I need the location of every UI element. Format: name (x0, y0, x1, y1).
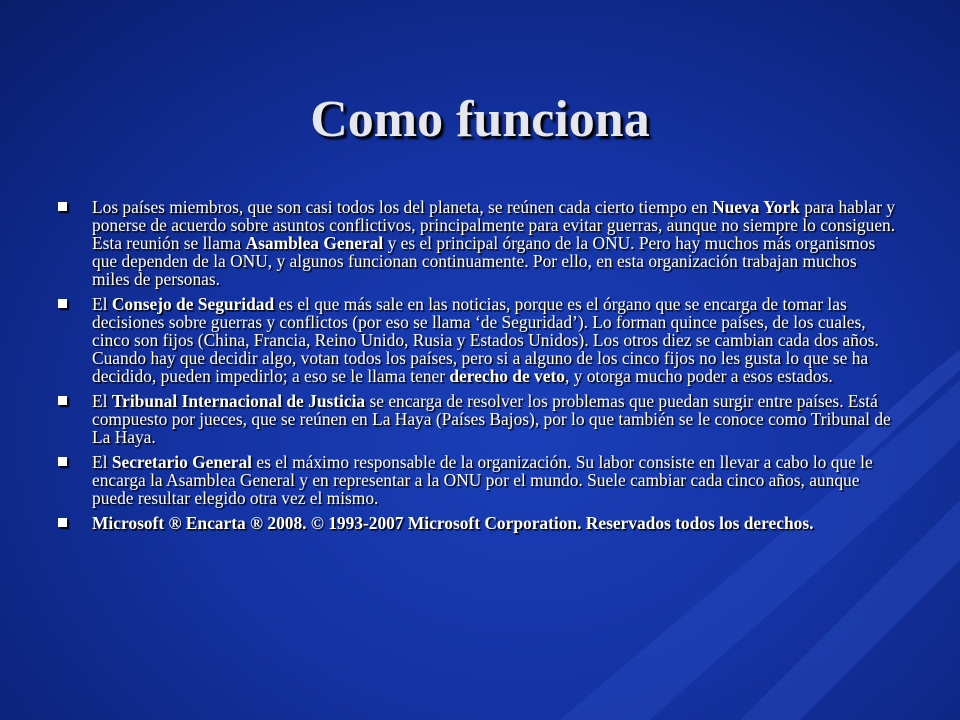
square-bullet-icon (58, 299, 67, 308)
bullet-bold-text: Tribunal Internacional de Justicia (111, 391, 366, 411)
bullet-bold-text: Asamblea General (245, 233, 384, 253)
bullet-text: es el máximo responsable de la organización. Su labor consiste en llevar a cabo lo que le encarga la Asamblea General y en representar a la ONU por el mundo. Suele cambiar cada cinco años, aunque puede resultar elegido otra vez el mismo. (92, 452, 873, 508)
bullet-item-consejo (58, 295, 898, 385)
bullet-text: y es el principal órgano de la ONU. Pero hay muchos más organismos que dependen de la ONU, y algunos funcionan continuamente. Por ello, en esta organización trabajan muchos miles de personas. (92, 233, 876, 289)
bullet-bold-text: derecho de veto (449, 366, 565, 386)
square-bullet-icon (58, 518, 67, 527)
bullet-text: para hablar y ponerse de acuerdo sobre asuntos conflictivos, principalmente para evitar guerras, aunque no siempre lo consiguen. Esta reunión se llama (92, 197, 896, 253)
bullet-item-asamblea (58, 198, 898, 288)
bullet-text: El (92, 294, 112, 314)
bullet-text: , y otorga mucho poder a esos estados. (564, 366, 833, 386)
bullet-text: Los países miembros, que son casi todos los del planeta, se reúnen cada cierto tiempo en (92, 197, 713, 217)
bullet-bold-text: Nueva York (712, 197, 800, 217)
bullet-text: El (92, 452, 112, 472)
bullet-text: El (92, 391, 112, 411)
slide-title: Como funciona (310, 90, 650, 148)
bullet-bold-text: Secretario General (111, 452, 253, 472)
bullet-item-tribunal (58, 392, 898, 446)
bullet-list (58, 198, 898, 539)
square-bullet-icon (58, 202, 67, 211)
bullet-item-source (58, 514, 898, 532)
bullet-text: se encarga de resolver los problemas que puedan surgir entre países. Está compuesto por jueces, que se reúnen en La Haya (Países Bajos), por lo que también se le conoce como Tribunal de La Haya. (92, 391, 891, 447)
bullet-item-secretario (58, 453, 898, 507)
bullet-text: es el que más sale en las noticias, porque es el órgano que se encarga de tomar las decisiones sobre guerras y conflictos (por eso se llama ‘de Seguridad’). Lo forman quince países, de los cuales, cinco son fijos (China, Francia, Reino Unido, Rusia y Estados Unidos). Los otros diez se cambian cada dos años. Cuando hay que decidir algo, votan todos los países, pero si a alguno de los cinco fijos no les gusta lo que se ha decidido, pueden impedirlo; a eso se le llama tener (92, 294, 879, 386)
square-bullet-icon (58, 457, 67, 466)
source-citation: Microsoft ® Encarta ® 2008. © 1993-2007 Microsoft Corporation. Reservados todos los derechos. (92, 513, 814, 533)
square-bullet-icon (58, 396, 67, 405)
bullet-bold-text: Consejo de Seguridad (111, 294, 275, 314)
